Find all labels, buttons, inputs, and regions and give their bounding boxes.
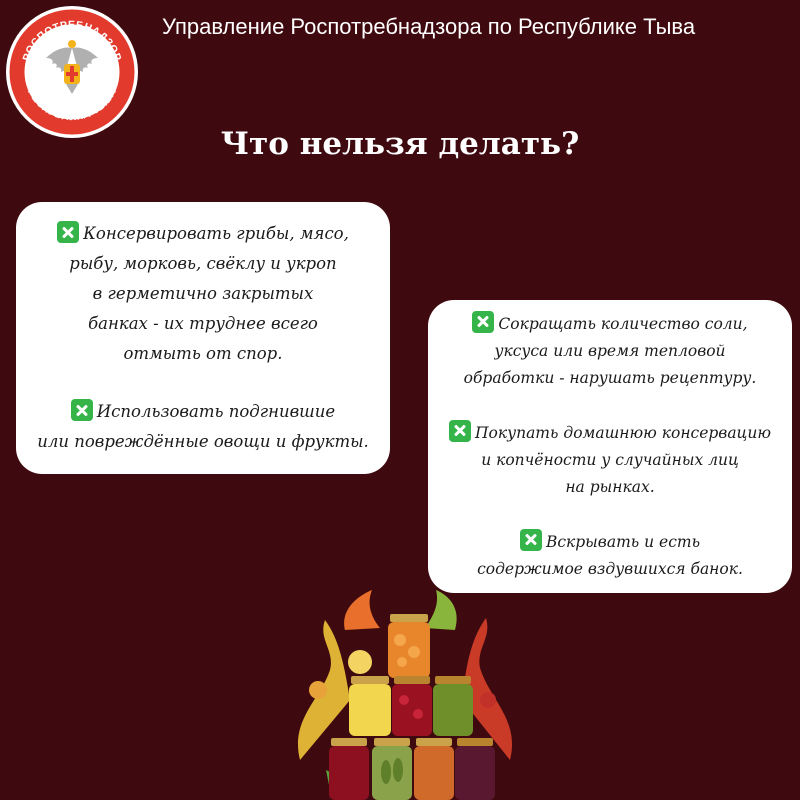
cross-mark-icon — [472, 311, 494, 333]
item-text: или повреждённые овощи и фрукты. — [37, 432, 369, 451]
jar-orange — [388, 614, 430, 678]
item-text: Вскрывать и есть — [545, 532, 701, 551]
page-title: Что нельзя делать? — [220, 126, 580, 162]
cross-mark-icon — [520, 529, 542, 551]
item-text: уксуса или время тепловой — [494, 341, 726, 360]
item-text: Использовать подгнившие — [96, 402, 336, 421]
item-text: обработки - нарушать рецептуру. — [463, 368, 757, 387]
jar-green — [433, 676, 473, 736]
item-text: и копчёности у случайных лиц — [481, 450, 739, 469]
list-item — [57, 219, 349, 369]
item-text: Консервировать грибы, мясо, — [83, 224, 349, 243]
cross-mark-icon — [449, 420, 471, 442]
logo-bottom-text: РЕСПУБЛИКА ТЫВА — [24, 86, 120, 124]
item-text: отмыть от спор. — [123, 344, 283, 363]
cross-mark-icon — [71, 399, 93, 421]
item-text: в герметично закрытых — [92, 284, 314, 303]
logo-top-text: РОСПОТРЕБНАДЗОР — [20, 18, 124, 63]
jar-red — [392, 676, 432, 736]
item-text: Сокращать количество соли, — [498, 314, 748, 333]
jar-plum — [455, 738, 495, 800]
item-text: рыбу, морковь, свёклу и укроп — [69, 254, 337, 273]
list-item — [449, 420, 771, 501]
jar-yellow — [349, 676, 391, 736]
rospotrebnadzor-logo — [6, 6, 138, 138]
organization-name: Управление Роспотребнадзора по Республике Тыва — [162, 14, 696, 39]
list-item — [37, 397, 369, 457]
jar-mixed-vegetables — [414, 738, 454, 800]
splash-decoration — [298, 590, 512, 792]
list-item — [477, 529, 743, 583]
item-text: содержимое вздувшихся банок. — [477, 559, 743, 578]
list-item — [464, 311, 757, 392]
item-text: Покупать домашнюю консервацию — [474, 423, 772, 442]
cross-mark-icon — [57, 221, 79, 243]
item-text: на рынках. — [565, 477, 655, 496]
jar-cherry — [329, 738, 369, 800]
prohibitions-card-left — [16, 202, 390, 474]
prohibitions-card-right — [428, 300, 792, 593]
jar-pickles — [372, 738, 412, 800]
item-text: банках - их труднее всего — [88, 314, 318, 333]
